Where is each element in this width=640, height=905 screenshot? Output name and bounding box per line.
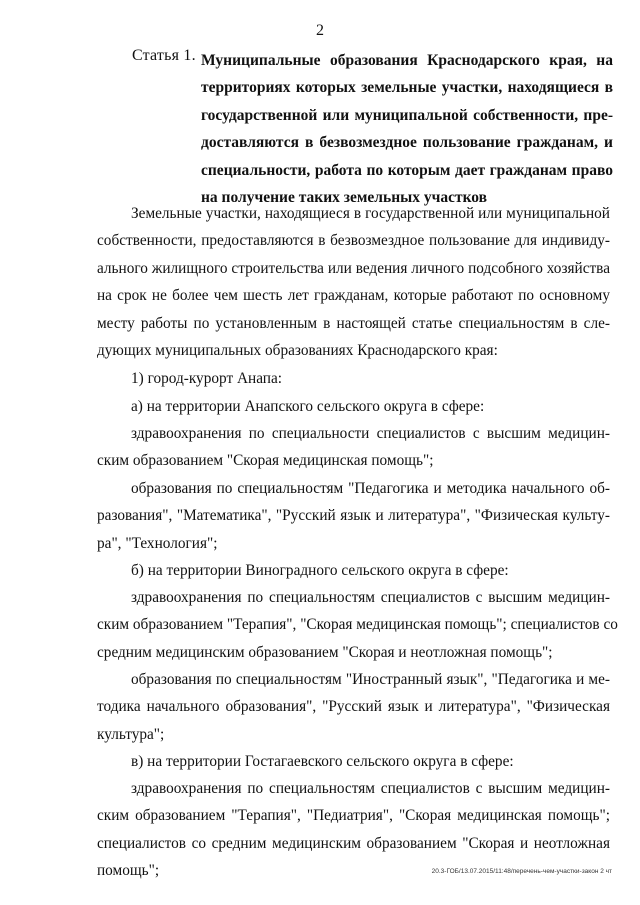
footer-file-stamp: 20.3-ГОБ/13.07.2015/11:48/перечень-чем-участки-закон 2 чт — [431, 868, 612, 875]
paragraph-line: культура"; — [97, 725, 165, 743]
article-title-line: Муниципальные образования Краснодарского края, на — [201, 52, 613, 69]
page-number: 2 — [316, 22, 324, 39]
paragraph — [97, 393, 610, 420]
paragraph — [97, 475, 610, 557]
paragraph-line: ального жилищного строительства или ведения личного подсобного хозяйства — [97, 259, 610, 277]
article-label: Статья 1. — [132, 47, 196, 64]
article-title-line: доставляются в безвозмездное пользование гражданам, и — [201, 134, 613, 152]
article-title-line: государственной или муниципальной собственности, пре- — [201, 106, 613, 124]
paragraph-line: здравоохранения по специальностям специалистов с высшим медицин- — [131, 589, 610, 606]
paragraph — [97, 584, 618, 666]
paragraph-line: а) на территории Анапского сельского округа в сфере: — [131, 398, 485, 415]
paragraph-line: месту работы по установленным в настоящей статье специальностям в сле- — [97, 314, 610, 332]
paragraph-line: разования", "Математика", "Русский язык и литература", "Физическая культу- — [97, 507, 610, 525]
paragraph — [97, 200, 610, 364]
paragraph — [97, 557, 610, 584]
article-title-line: территориях которых земельные участки, находящиеся в — [201, 79, 613, 97]
paragraph-line: здравоохранения по специальностям специалистов с высшим медицин- — [131, 780, 610, 797]
paragraph — [97, 365, 610, 392]
paragraph-line: здравоохранения по специальности специалистов с высшим медицин- — [131, 425, 610, 442]
paragraph-line: ским образованием "Терапия", "Скорая медицинская помощь"; специалистов со — [97, 616, 618, 634]
paragraph-line: ским образованием "Скорая медицинская помощь"; — [97, 452, 434, 470]
paragraph — [97, 666, 610, 748]
paragraph-line: дующих муниципальных образованиях Краснодарского края: — [97, 342, 498, 360]
paragraph — [97, 420, 610, 475]
paragraph-line: ра", "Технология"; — [97, 534, 218, 552]
paragraph-line: специалистов со средним медицинским образованием "Скорая и неотложная — [97, 834, 610, 852]
paragraph-line: тодика начального образования", "Русский язык и литература", "Физическая — [97, 698, 610, 716]
paragraph-line: помощь"; — [97, 862, 160, 880]
paragraph-line: Земельные участки, находящиеся в государственной или муниципальной — [131, 205, 610, 222]
paragraph — [97, 748, 610, 775]
paragraph-line: на срок не более чем шесть лет гражданам, которые работают по основному — [97, 287, 610, 305]
paragraph-line: собственности, предоставляются в безвозмездное пользование для индивиду- — [97, 232, 610, 250]
paragraph-line: 1) город-курорт Анапа: — [131, 370, 283, 387]
paragraph-line: образования по специальностям "Иностранный язык", "Педагогика и ме- — [131, 671, 610, 688]
paragraph-line: ским образованием "Терапия", "Педиатрия", "Скорая медицинская помощь"; — [97, 807, 610, 825]
paragraph-line: средним медицинским образованием "Скорая и неотложная помощь"; — [97, 643, 553, 661]
article-title-line: специальности, работа по которым дает гражданам право — [201, 161, 613, 179]
paragraph-line: в) на территории Гостагаевского сельского округа в сфере: — [131, 753, 514, 770]
paragraph-line: б) на территории Виноградного сельского округа в сфере: — [131, 562, 509, 579]
article-title-line: на получение таких земельных участков — [201, 189, 488, 207]
paragraph-line: образования по специальностям "Педагогика и методика начального об- — [131, 480, 610, 497]
article-title — [201, 47, 613, 211]
